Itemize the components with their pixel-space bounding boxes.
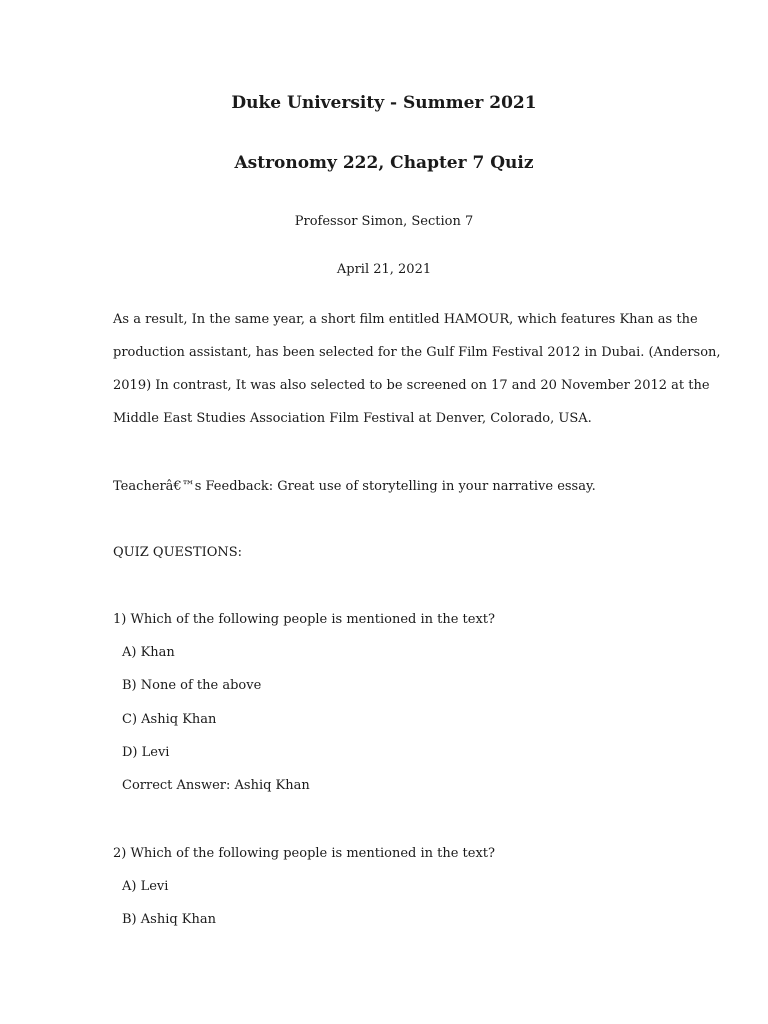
teacher-feedback: Teacherâ€™s Feedback: Great use of storytelling in your narrative essay.	[113, 479, 596, 494]
answer-option: A) Levi	[122, 879, 169, 894]
answer-option: B) Ashiq Khan	[122, 912, 217, 927]
question-prompt: 2) Which of the following people is mentioned in the text?	[113, 846, 495, 861]
question-prompt: 1) Which of the following people is mentioned in the text?	[113, 612, 495, 627]
passage-line: Middle East Studies Association Film Festival at Denver, Colorado, USA.	[113, 411, 592, 426]
answer-option: C) Ashiq Khan	[122, 712, 217, 727]
course-title: Astronomy 222, Chapter 7 Quiz	[234, 153, 534, 173]
answer-option: A) Khan	[122, 645, 175, 660]
date-line: April 21, 2021	[336, 262, 432, 277]
correct-answer: Correct Answer: Ashiq Khan	[122, 778, 310, 793]
answer-option: B) None of the above	[122, 678, 262, 693]
university-title: Duke University - Summer 2021	[231, 93, 537, 113]
quiz-heading: QUIZ QUESTIONS:	[113, 545, 243, 560]
answer-option: D) Levi	[122, 745, 170, 760]
professor-line: Professor Simon, Section 7	[294, 214, 474, 229]
passage-line: production assistant, has been selected for the Gulf Film Festival 2012 in Dubai. (Anderson,	[113, 345, 721, 360]
passage-line: As a result, In the same year, a short film entitled HAMOUR, which features Khan as the	[113, 312, 698, 327]
passage-line: 2019) In contrast, It was also selected to be screened on 17 and 20 November 2012 at the	[113, 378, 710, 393]
